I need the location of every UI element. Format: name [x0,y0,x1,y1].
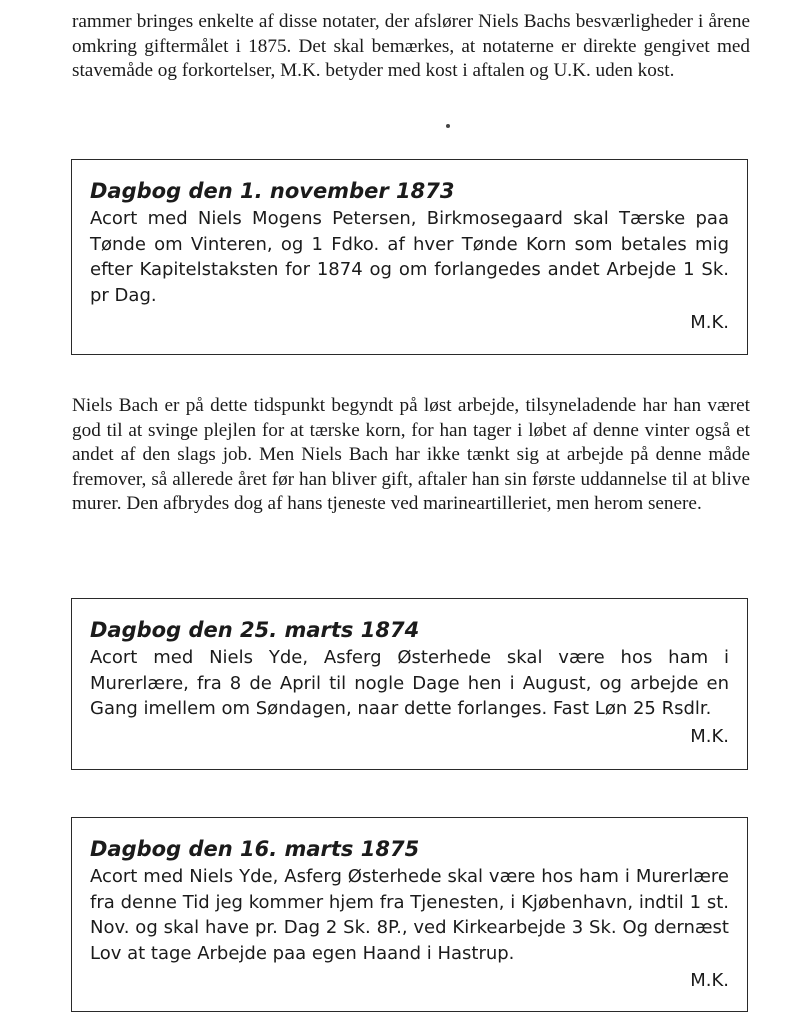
entry-body: Acort med Niels Yde, Asferg Østerhede skal være hos ham i Murerlære, fra 8 de April til nogle Dage hen i August, og arbejde en Gang imellem om Søndagen, naar dette forlanges. Fast Løn 25 Rsdlr. [90,647,729,720]
entry-title: Dagbog den 1. november 1873 [90,179,455,203]
entry-signature: M.K. [690,312,729,334]
entry-signature: M.K. [690,725,729,747]
entry-body: Acort med Niels Yde, Asferg Østerhede skal være hos ham i Murerlære fra denne Tid jeg kommer hjem fra Tjenesten, i Kjøbenhavn, indtil 1 st. Nov. og skal have pr. Dag 2 Sk. 8P., ved Kirkearbejde 3 Sk. Og dernæst Lov at tage Arbejde paa egen Haand i Hastrup. [90,866,729,964]
page-speck [446,124,450,128]
middle-text: Niels Bach er på dette tidspunkt begyndt på løst arbejde, tilsyneladende har han været god til at svinge plejlen for at tærske korn, for han tager i løbet af denne vinter også et andet af den slags job. Men Niels Bach har ikke tænkt sig at arbejde på denne måde fremover, så allerede året før han bliver gift, aftaler han sin første uddannelse til at blive murer. Den afbrydes dog af hans tjeneste ved marineartilleriet, men herom senere. [72,395,750,515]
entry-body: Acort med Niels Mogens Petersen, Birkmosegaard skal Tærske paa Tønde om Vinteren, og 1 Fdko. af hver Tønde Korn som betales mig efter Kapitelstaksten for 1874 og om forlangedes andet Arbejde 1 Sk. pr Dag. [90,208,729,306]
entry-title: Dagbog den 25. marts 1874 [90,618,420,642]
entry-title: Dagbog den 16. marts 1875 [90,837,420,861]
intro-paragraph [72,10,750,84]
diary-entry-1873 [71,159,748,355]
diary-entry-1875 [71,817,748,1012]
intro-text: rammer bringes enkelte af disse notater, der afslører Niels Bachs besværligheder i årene omkring giftermålet i 1875. Det skal bemærkes, at notaterne er direkte gengivet med stavemåde og forkortelser, M.K. betyder med kost i aftalen og U.K. uden kost. [72,11,750,82]
middle-paragraph [72,394,750,517]
entry-signature: M.K. [690,970,729,992]
diary-entry-1874 [71,598,748,770]
